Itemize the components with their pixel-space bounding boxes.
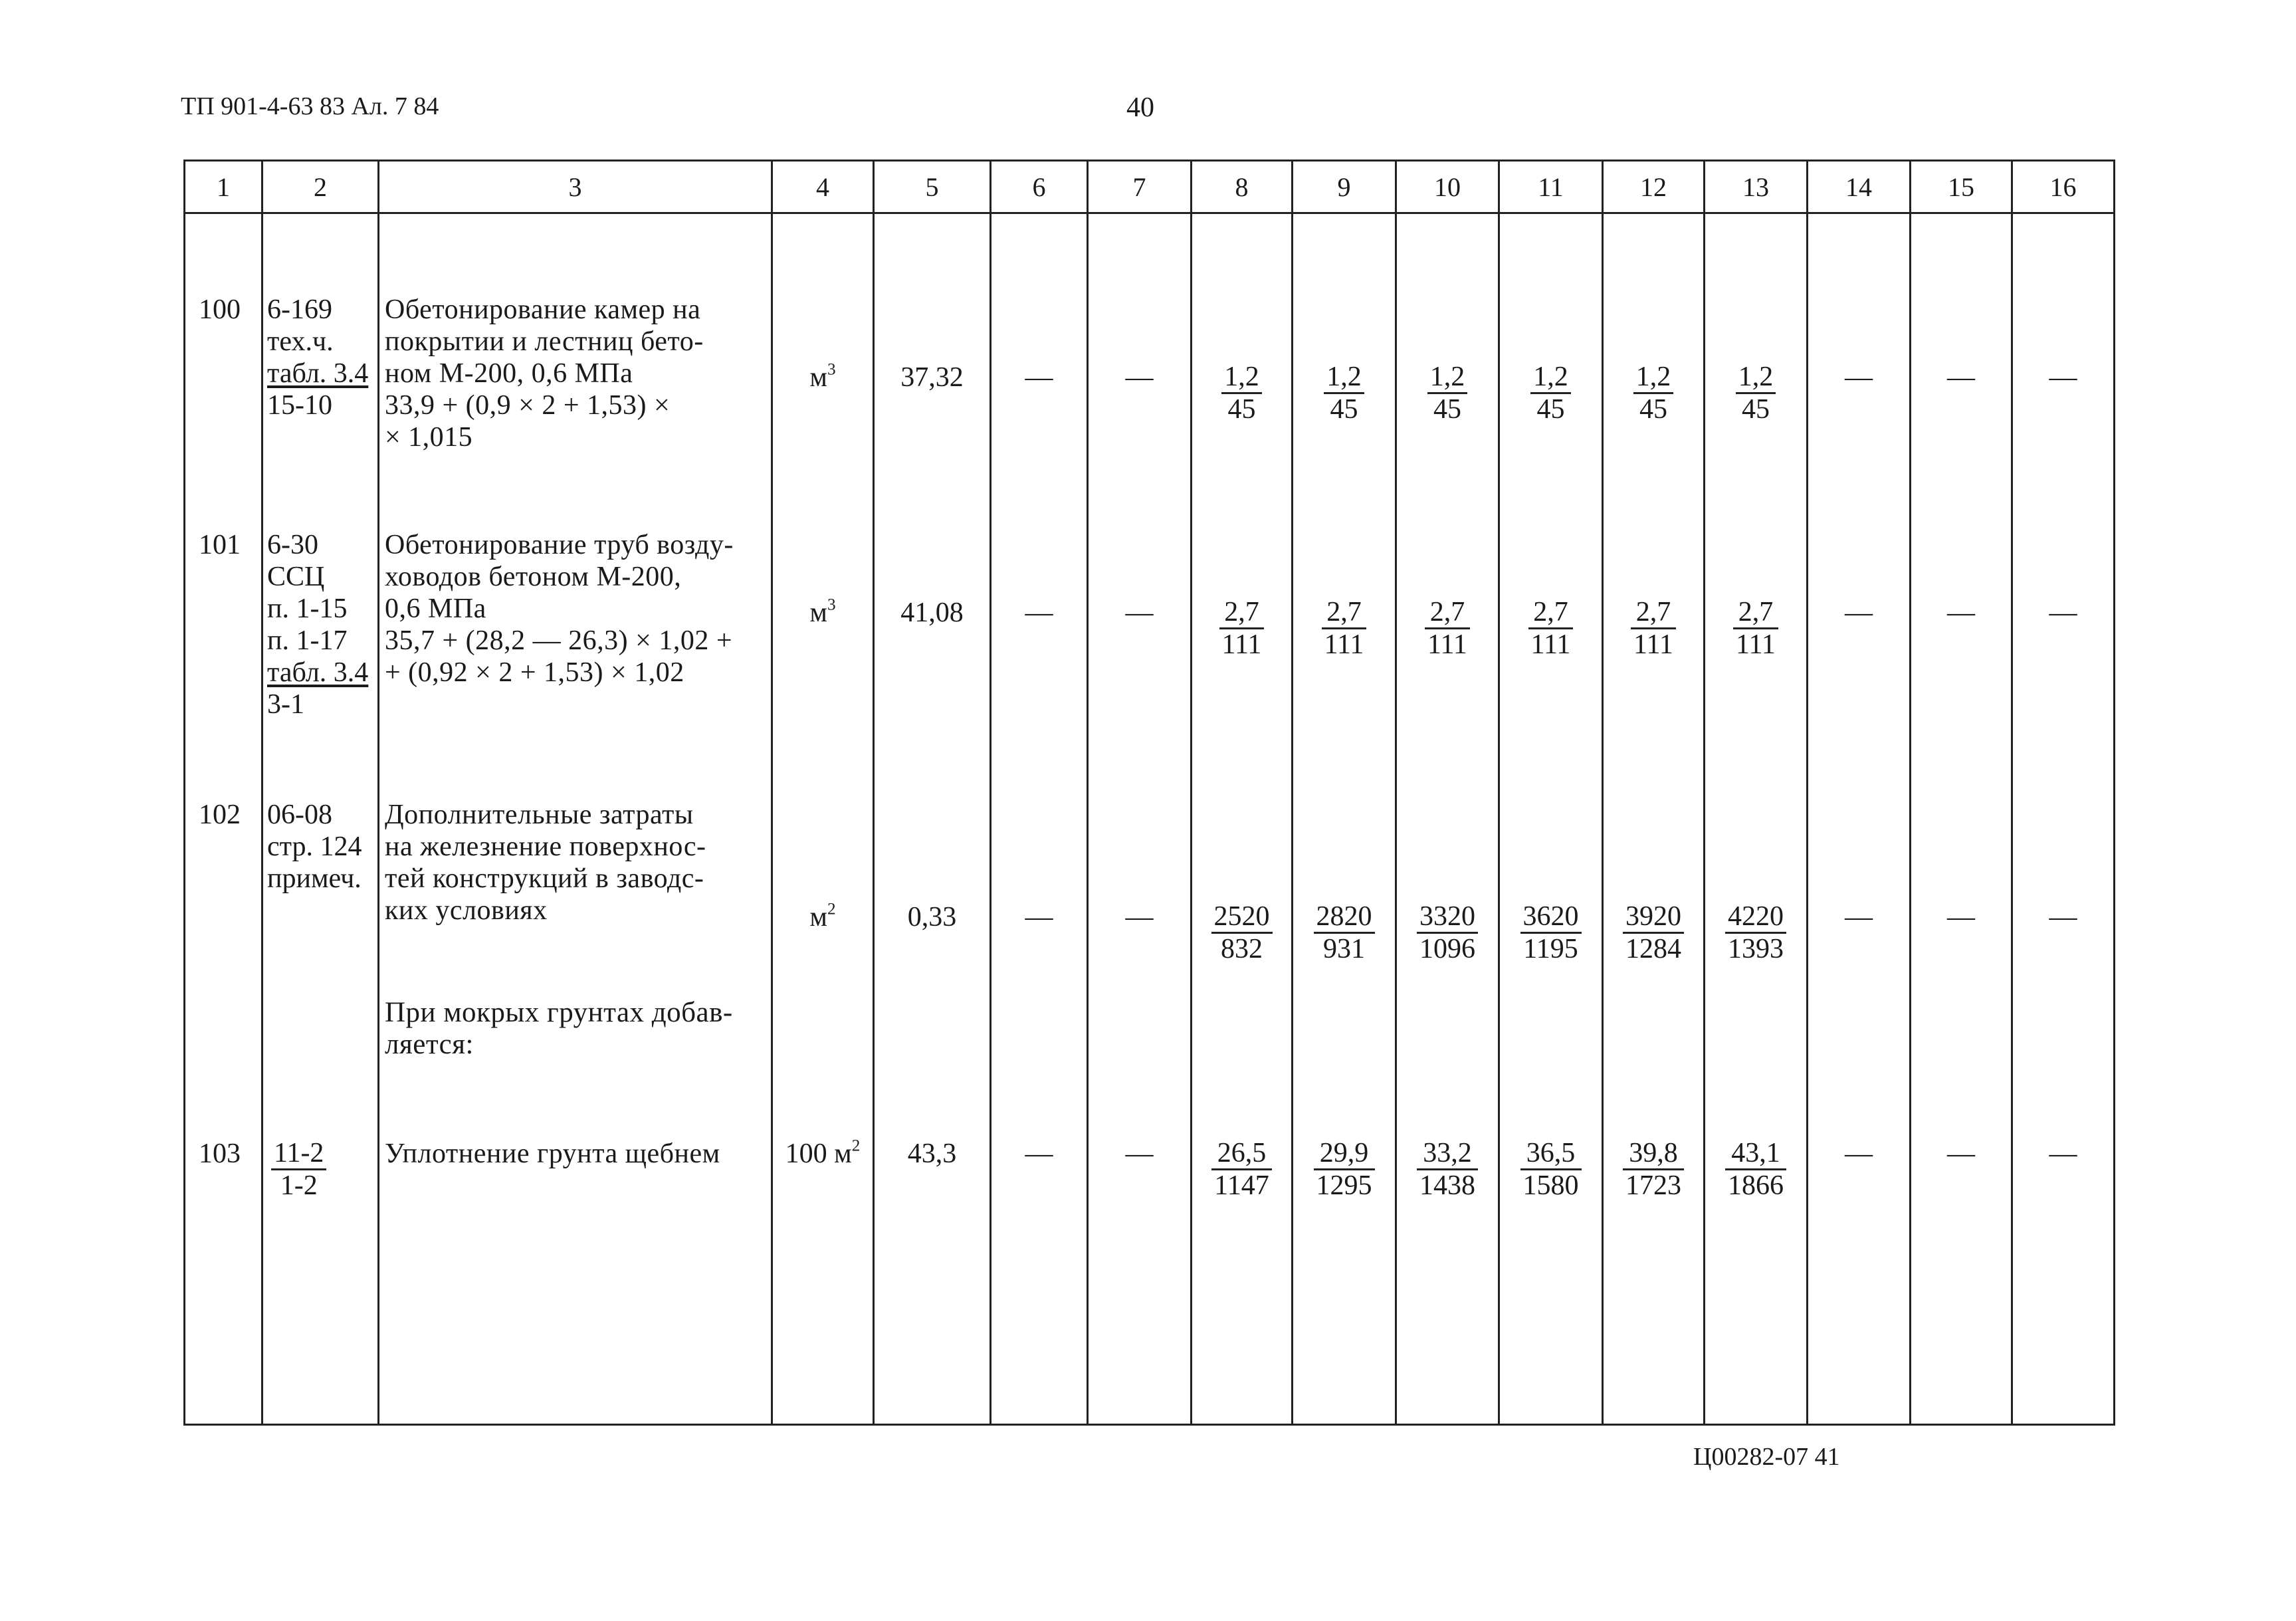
norm-code-line: стр. 124 xyxy=(267,831,362,862)
empty-dash: — xyxy=(1947,902,1975,932)
work-description xyxy=(379,799,771,926)
description-line: × 1,015 xyxy=(385,422,473,453)
column-11 xyxy=(1499,213,1603,1425)
description-line: Уплотнение грунта щебнем xyxy=(385,1138,720,1169)
value-fraction: $\frac{2,7}{111}$ xyxy=(1192,597,1291,661)
norm-code-line: 15-10 xyxy=(267,390,332,421)
column-13 xyxy=(1705,213,1808,1425)
norm-code-line: ССЦ xyxy=(267,562,325,592)
value-fraction: $\frac{2,7}{111}$ xyxy=(1705,597,1806,661)
unit-column xyxy=(772,213,874,1425)
value-fraction: $\frac{36,5}{1580}$ xyxy=(1500,1138,1602,1202)
column-16 xyxy=(2012,213,2115,1425)
value-fraction: $\frac{3320}{1096}$ xyxy=(1397,901,1498,965)
description-line: ховодов бетоном М-200, xyxy=(385,562,682,592)
row-number: 102 xyxy=(199,800,241,830)
norm-code-line: п. 1-17 xyxy=(267,625,348,656)
row-number: 100 xyxy=(199,294,241,325)
description-line: + (0,92 × 2 + 1,53) × 1,02 xyxy=(385,657,684,688)
section-note xyxy=(379,997,771,1061)
description-line: Дополнительные затраты xyxy=(385,800,694,830)
unit: $м^3$ xyxy=(809,595,836,628)
column-number: 15 xyxy=(1911,161,2012,213)
value-fraction: $\frac{1,2}{45}$ xyxy=(1500,362,1602,425)
empty-dash: — xyxy=(1845,597,1873,628)
norm-code-line: 3-1 xyxy=(267,689,304,720)
value-fraction: $\frac{3920}{1284}$ xyxy=(1604,901,1703,965)
column-15 xyxy=(1911,213,2012,1425)
norm-code-line: 1-2 xyxy=(280,1170,318,1201)
description-line: Обетонирование камер на xyxy=(385,294,701,325)
column-number: 1 xyxy=(185,161,262,213)
value-fraction: $\frac{1,2}{45}$ xyxy=(1293,362,1395,425)
norm-code xyxy=(263,529,377,720)
norm-code xyxy=(263,294,377,421)
empty-dash: — xyxy=(1125,1138,1154,1169)
column-number: 9 xyxy=(1293,161,1396,213)
empty-dash: — xyxy=(1125,902,1154,932)
unit: 100 $м^2$ xyxy=(785,1136,861,1169)
value-fraction: $\frac{3620}{1195}$ xyxy=(1500,901,1602,965)
value-fraction: $\frac{39,8}{1723}$ xyxy=(1604,1138,1703,1202)
sheet-code: Ц00282-07 41 xyxy=(1693,1443,1840,1471)
column-number: 7 xyxy=(1088,161,1192,213)
empty-dash: — xyxy=(2049,597,2077,628)
value-fraction: $\frac{2820}{931}$ xyxy=(1293,901,1395,965)
estimate-table xyxy=(183,160,2115,1426)
empty-dash: — xyxy=(1845,902,1873,932)
description-line: Обетонирование труб возду- xyxy=(385,530,734,560)
description-line: на железнение поверхнос- xyxy=(385,831,706,862)
norm-code-fraction xyxy=(271,1138,326,1201)
norm-code xyxy=(263,1138,377,1202)
quantity: 37,32 xyxy=(900,362,964,393)
norm-code xyxy=(263,799,377,895)
column-number: 5 xyxy=(874,161,991,213)
norm-code-column xyxy=(262,213,379,1425)
column-number: 11 xyxy=(1499,161,1603,213)
empty-dash: — xyxy=(1125,362,1154,393)
document-reference: ТП 901-4-63 83 Ал. 7 84 xyxy=(181,92,439,120)
norm-code-line: табл. 3.4 xyxy=(267,358,369,389)
value-fraction: $\frac{2,7}{111}$ xyxy=(1604,597,1703,661)
work-description xyxy=(379,529,771,689)
value-fraction: $\frac{2520}{832}$ xyxy=(1192,901,1291,965)
norm-code-line: примеч. xyxy=(267,863,362,894)
unit: $м^3$ xyxy=(809,360,836,393)
unit: $м^2$ xyxy=(809,900,836,932)
value-fraction: $\frac{2,7}{111}$ xyxy=(1293,597,1395,661)
empty-dash: — xyxy=(2049,362,2077,393)
empty-dash: — xyxy=(1845,1138,1873,1169)
description-line: 33,9 + (0,9 × 2 + 1,53) × xyxy=(385,390,671,421)
empty-dash: — xyxy=(1845,362,1873,393)
empty-dash: — xyxy=(1947,362,1975,393)
norm-code-line: п. 1-15 xyxy=(267,594,348,624)
column-10 xyxy=(1396,213,1499,1425)
empty-dash: — xyxy=(1025,597,1053,628)
description-line: покрытии и лестниц бето- xyxy=(385,326,704,357)
column-number-row xyxy=(185,161,2115,213)
quantity: 41,08 xyxy=(900,597,964,628)
empty-dash: — xyxy=(1947,597,1975,628)
row-number-column xyxy=(185,213,262,1425)
column-number: 4 xyxy=(772,161,874,213)
empty-dash: — xyxy=(1025,902,1053,932)
column-9 xyxy=(1293,213,1396,1425)
column-number: 8 xyxy=(1192,161,1293,213)
empty-dash: — xyxy=(2049,1138,2077,1169)
column-number: 3 xyxy=(379,161,772,213)
column-8 xyxy=(1192,213,1293,1425)
description-line: ких условиях xyxy=(385,895,548,926)
description-column xyxy=(379,213,772,1425)
empty-dash: — xyxy=(1025,1138,1053,1169)
value-fraction: $\frac{4220}{1393}$ xyxy=(1705,901,1806,965)
table-body xyxy=(185,213,2115,1425)
empty-dash: — xyxy=(2049,902,2077,932)
column-number: 10 xyxy=(1396,161,1499,213)
value-fraction: $\frac{43,1}{1866}$ xyxy=(1705,1138,1806,1202)
description-line: ляется: xyxy=(385,1029,474,1060)
page-number: 40 xyxy=(1126,92,1154,123)
row-number: 101 xyxy=(199,530,241,560)
norm-code-line: табл. 3.4 xyxy=(267,657,369,688)
column-number: 16 xyxy=(2012,161,2115,213)
value-fraction: $\frac{2,7}{111}$ xyxy=(1397,597,1498,661)
column-number: 13 xyxy=(1705,161,1808,213)
column-number: 12 xyxy=(1603,161,1705,213)
empty-dash: — xyxy=(1947,1138,1975,1169)
norm-code-line: 6-30 xyxy=(267,530,318,560)
value-fraction: $\frac{26,5}{1147}$ xyxy=(1192,1138,1291,1202)
value-fraction: $\frac{1,2}{45}$ xyxy=(1397,362,1498,425)
column-7 xyxy=(1088,213,1192,1425)
description-line: При мокрых грунтах добав- xyxy=(385,997,733,1028)
column-number: 6 xyxy=(991,161,1088,213)
column-6 xyxy=(991,213,1088,1425)
column-12 xyxy=(1603,213,1705,1425)
value-fraction: $\frac{2,7}{111}$ xyxy=(1500,597,1602,661)
quantity: 0,33 xyxy=(907,902,957,932)
norm-code-line: 6-169 xyxy=(267,294,332,325)
description-line: 0,6 МПа xyxy=(385,594,486,624)
description-line: ном М-200, 0,6 МПа xyxy=(385,358,633,389)
norm-code-line: 11-2 xyxy=(271,1138,326,1170)
column-14 xyxy=(1808,213,1911,1425)
empty-dash: — xyxy=(1025,362,1053,393)
value-fraction: $\frac{1,2}{45}$ xyxy=(1192,362,1291,425)
column-number: 14 xyxy=(1808,161,1911,213)
norm-code-line: тех.ч. xyxy=(267,326,334,357)
row-number: 103 xyxy=(199,1138,241,1169)
empty-dash: — xyxy=(1125,597,1154,628)
quantity-column xyxy=(874,213,991,1425)
work-description xyxy=(379,1138,771,1170)
quantity: 43,3 xyxy=(907,1138,957,1169)
value-fraction: $\frac{1,2}{45}$ xyxy=(1705,362,1806,425)
value-fraction: $\frac{1,2}{45}$ xyxy=(1604,362,1703,425)
value-fraction: $\frac{33,2}{1438}$ xyxy=(1397,1138,1498,1202)
description-line: 35,7 + (28,2 — 26,3) × 1,02 + xyxy=(385,625,733,656)
work-description xyxy=(379,294,771,453)
column-number: 2 xyxy=(262,161,379,213)
description-line: тей конструкций в заводс- xyxy=(385,863,704,894)
norm-code-line: 06-08 xyxy=(267,800,332,830)
value-fraction: $\frac{29,9}{1295}$ xyxy=(1293,1138,1395,1202)
